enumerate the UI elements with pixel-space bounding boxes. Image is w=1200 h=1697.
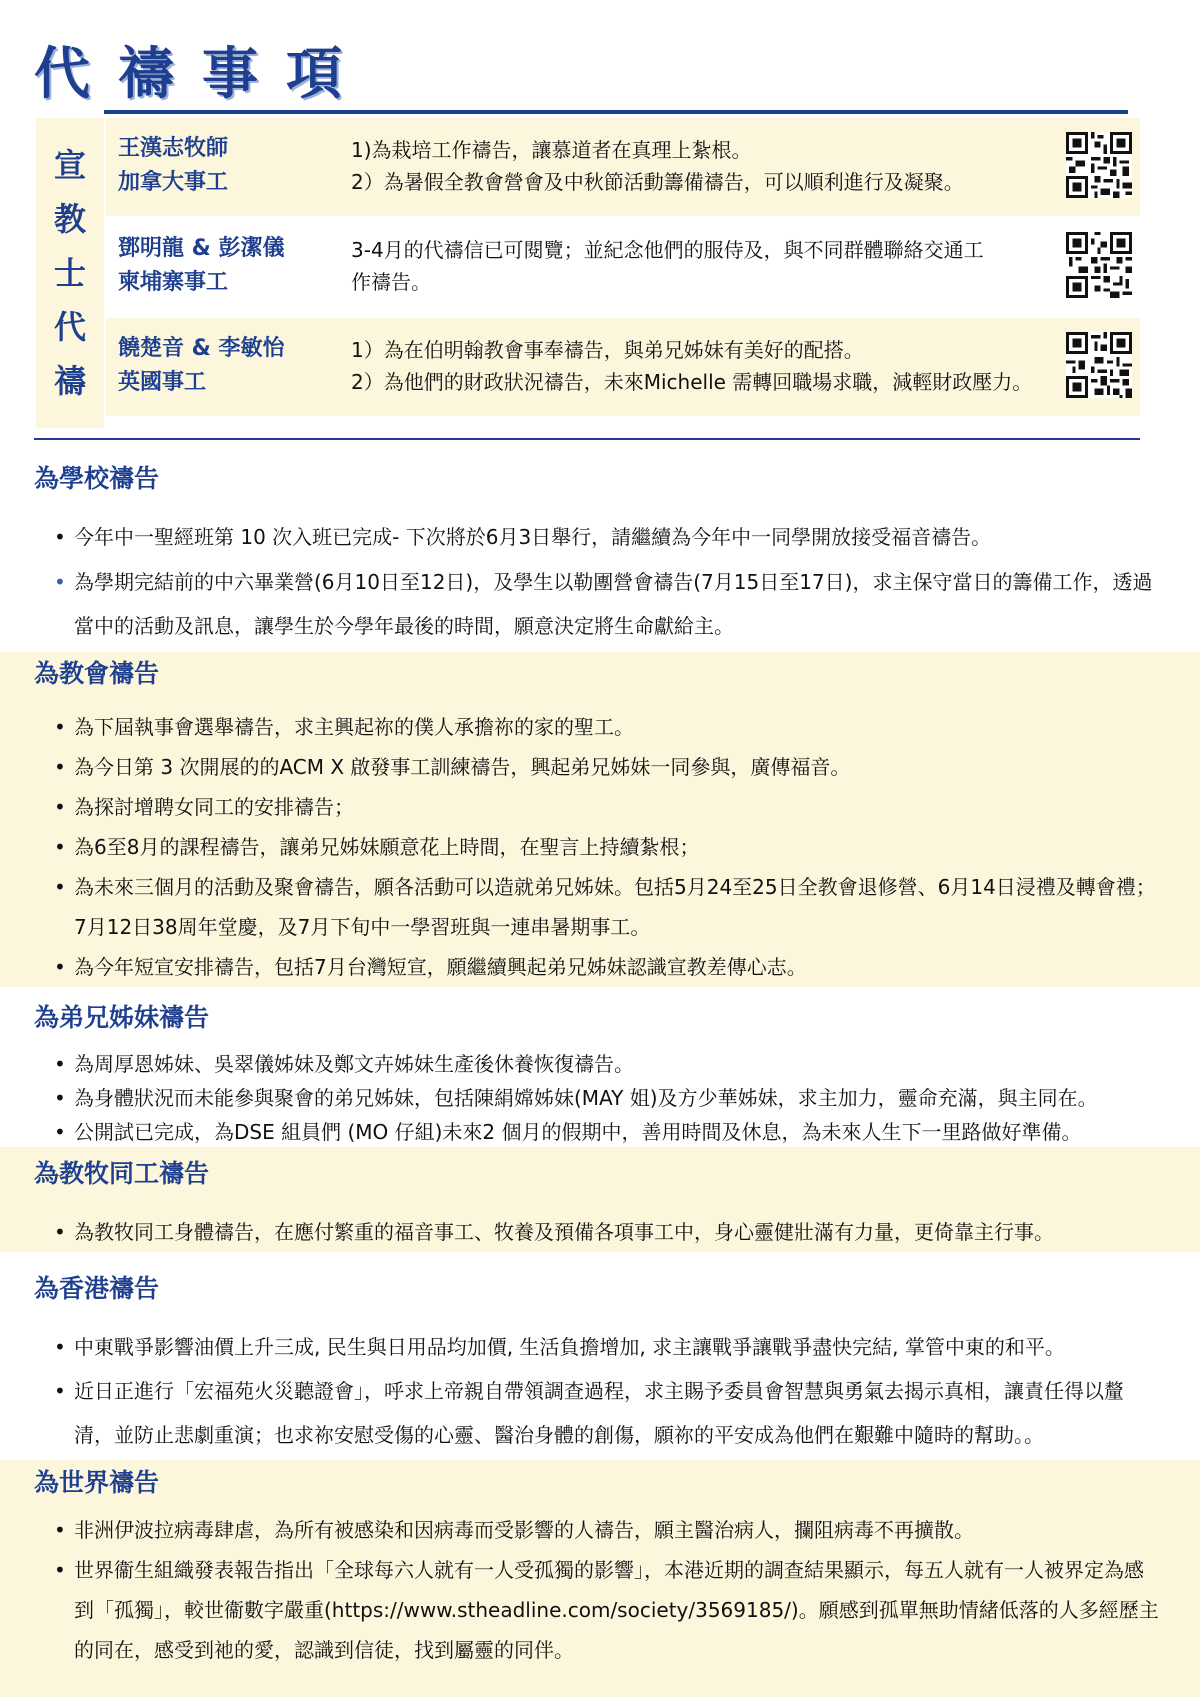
qr-code-icon[interactable] (1066, 332, 1132, 398)
section-title: 為學校禱告 (34, 464, 160, 493)
prayer-item: • 為6至8月的課程禱告，讓弟兄姊妹願意花上時間，在聖言上持續紮根； (52, 827, 1162, 867)
prayer-item: • 為今年短宣安排禱告，包括7月台灣短宣，願繼續興起弟兄姊妹認識宣教差傳心志。 (52, 947, 1162, 987)
prayer-list (52, 707, 1162, 987)
section-title: 為弟兄姊妹禱告 (34, 1003, 210, 1032)
prayer-item: • 為探討增聘女同工的安排禱告； (52, 787, 1162, 827)
missionary-name-block (118, 132, 228, 200)
missionary-name: 鄧明龍 & 彭潔儀 (118, 236, 285, 261)
section-world (0, 1460, 1200, 1697)
page-title: 代禱事項 (34, 42, 370, 107)
missionary-label-char: 士 (53, 254, 86, 292)
missionary-item: 2）為他們的財政狀況禱告，未來Michelle 需轉回職場求職，減輕財政壓力。 (351, 370, 1033, 394)
missionary-item: 1）為在伯明翰教會事奉禱告，與弟兄姊妹有美好的配搭。 (351, 338, 864, 362)
missionary-name: 饒楚音 & 李敏怡 (118, 336, 285, 361)
section-title: 為香港禱告 (34, 1274, 160, 1303)
prayer-item: • 為今日第 3 次開展的的ACM X 啟發事工訓練禱告，興起弟兄姊妹一同參與，廣傳福音。 (52, 747, 1162, 787)
missionary-name-block (118, 332, 285, 400)
section-divider (34, 438, 1140, 440)
missionary-name-block (118, 232, 285, 300)
prayer-item: • 為周厚恩姊妹、吳翠儀姊妹及鄭文卉姊妹生產後休養恢復禱告。 (52, 1047, 1162, 1081)
prayer-item: • 中東戰爭影響油價上升三成, 民生與日用品均加價, 生活負擔增加, 求主讓戰爭讓戰爭盡快完結, 掌管中東的和平。 (52, 1325, 1162, 1369)
section-church (0, 652, 1200, 987)
prayer-item: • 公開試已完成，為DSE 組員們 (MO 仔組)未來2 個月的假期中，善用時間及休息，為未來人生下一里路做好準備。 (52, 1115, 1162, 1149)
missionary-field: 柬埔寨事工 (118, 270, 229, 295)
section-title: 為世界禱告 (34, 1468, 160, 1497)
missionary-item: 3-4月的代禱信已可閱覽；並紀念他們的服侍及，與不同群體聯絡交通工作禱告。 (351, 238, 984, 294)
title-underline (104, 110, 1128, 114)
prayer-item: • 為學期完結前的中六畢業營(6月10日至12日)，及學生以勒團營會禱告(7月15日至17日)，求主保守當日的籌備工作，透過當中的活動及訊息，讓學生於今學年最後的時間，願意決定將生命獻給主。 (52, 560, 1162, 648)
section-title: 為教牧同工禱告 (34, 1159, 210, 1188)
prayer-list (52, 1047, 1162, 1149)
prayer-item: • 為教牧同工身體禱告，在應付繁重的福音事工、牧養及預備各項事工中，身心靈健壯滿有力量，更倚靠主行事。 (52, 1215, 1162, 1249)
prayer-item: • 為下屆執事會選舉禱告，求主興起祢的僕人承擔祢的家的聖工。 (52, 707, 1162, 747)
missionary-name: 王漢志牧師 (118, 136, 229, 161)
section-members (0, 987, 1200, 1147)
prayer-list (52, 1215, 1162, 1249)
missionary-section (36, 118, 1140, 428)
prayer-item: • 世界衞生組織發表報告指出「全球每六人就有一人受孤獨的影響」，本港近期的調查結果顯示，每五人就有一人被界定為感到「孤獨」，較世衞數字嚴重(https://www.stheadline.com/society/3569185/)。願感到孤單無助情緒低落的人多經歷主的同在，感受到祂的愛，認識到信徒，找到屬靈的同伴。 (52, 1550, 1162, 1670)
prayer-item: • 為未來三個月的活動及聚會禱告，願各活動可以造就弟兄姊妹。包括5月24至25日全教會退修營、6月14日浸禮及轉會禮； 7月12日38周年堂慶，及7月下旬中一學習班與一連串暑期事工。 (52, 867, 1162, 947)
section-hong-kong (0, 1252, 1200, 1460)
missionary-field: 加拿大事工 (118, 170, 229, 195)
missionary-row (106, 318, 1140, 416)
missionary-item: 2）為暑假全教會營會及中秋節活動籌備禱告，可以順利進行及凝聚。 (351, 170, 964, 194)
missionary-field: 英國事工 (118, 370, 207, 395)
missionary-label (36, 118, 104, 428)
missionary-label-char: 代 (53, 308, 86, 346)
missionary-label-char: 禱 (53, 362, 86, 400)
missionary-label-char: 宣 (53, 146, 86, 184)
prayer-list (52, 517, 1162, 648)
prayer-list (52, 1510, 1162, 1670)
prayer-item: • 為身體狀況而未能參與聚會的弟兄姊妹，包括陳絹嫦姊妹(MAY 姐)及方少華姊妹，求主加力，靈命充滿，與主同在。 (52, 1081, 1162, 1115)
missionary-item: 1)為栽培工作禱告，讓慕道者在真理上紮根。 (351, 138, 752, 162)
section-school (0, 450, 1200, 650)
missionary-items (351, 334, 1041, 398)
section-title: 為教會禱告 (34, 659, 160, 688)
missionary-row (106, 118, 1140, 216)
prayer-list (52, 1325, 1162, 1457)
prayer-item: • 近日正進行「宏福苑火災聽證會」，呼求上帝親自帶領調查過程，求主賜予委員會智慧與勇氣去揭示真相，讓責任得以釐清，並防止悲劇重演；也求祢安慰受傷的心靈、醫治身體的創傷，願祢的平安成為他們在艱難中隨時的幫助。。 (52, 1369, 1162, 1457)
section-pastoral-staff (0, 1147, 1200, 1252)
prayer-item: • 非洲伊波拉病毒肆虐，為所有被感染和因病毒而受影響的人禱告，願主醫治病人，攔阻病毒不再擴散。 (52, 1510, 1162, 1550)
missionary-row (106, 218, 1140, 316)
missionary-items (351, 234, 991, 298)
missionary-items (351, 134, 1041, 198)
prayer-item: • 今年中一聖經班第 10 次入班已完成- 下次將於6月3日舉行，請繼續為今年中一同學開放接受福音禱告。 (52, 517, 1162, 558)
missionary-label-char: 教 (53, 200, 86, 238)
qr-code-icon[interactable] (1066, 232, 1132, 298)
qr-code-icon[interactable] (1066, 132, 1132, 198)
